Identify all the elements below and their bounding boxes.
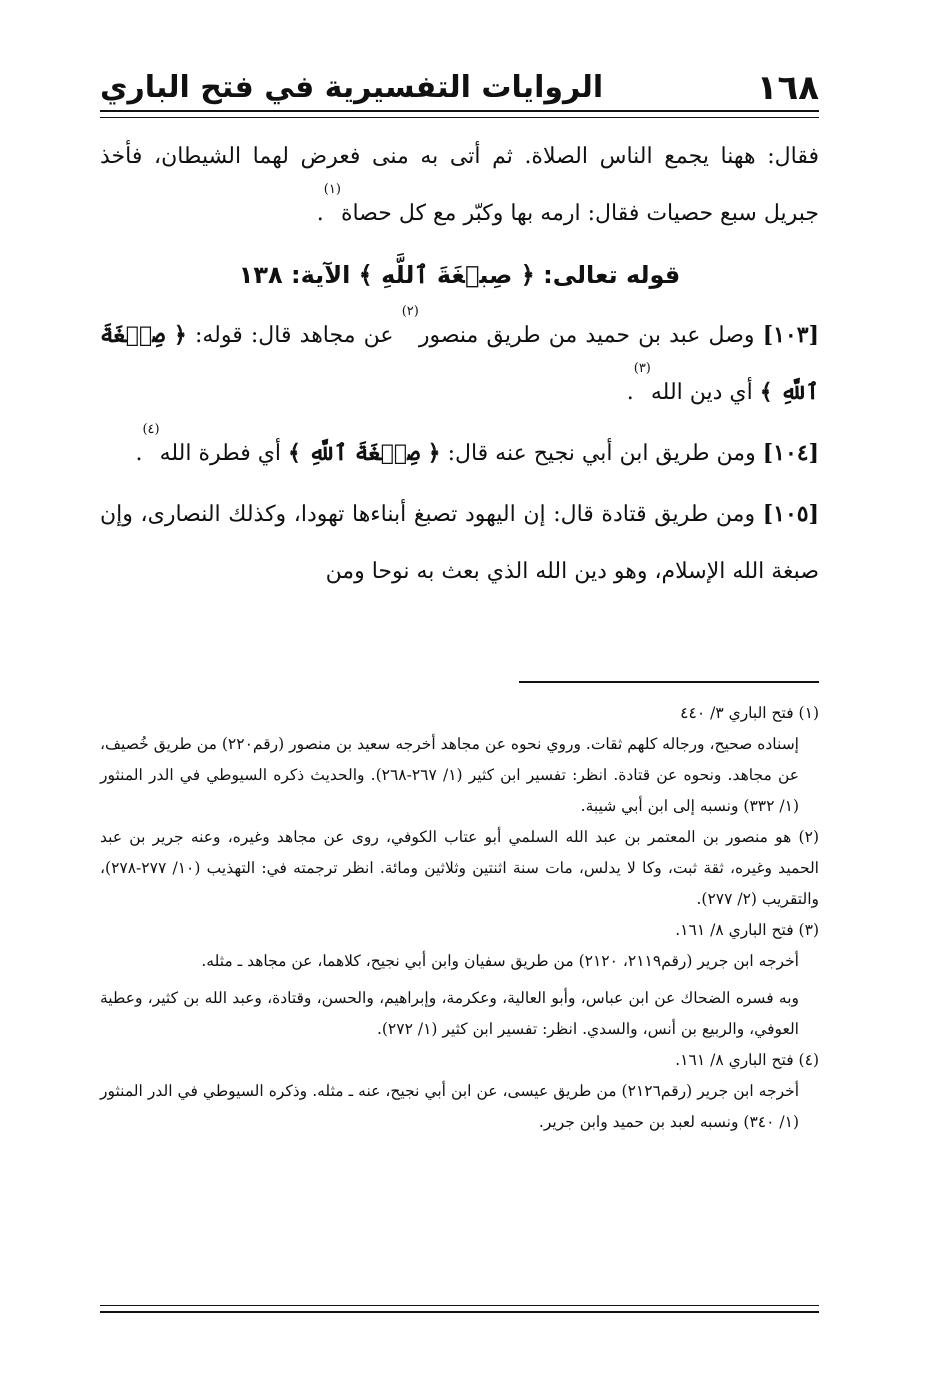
paragraph-continuation: فقال: ههنا يجمع الناس الصلاة. ثم أتى به منى فعرض لهما الشيطان، فأخذ جبريل سبع حصيات فقال: ارمه بها وكبّر مع كل حصاة$^{(١)}$. [100,144,819,226]
footnote-ref: (١) [323,182,341,197]
footnote-ref: (٣) [633,361,651,376]
footnote-line: (٣) فتح الباري ٨/ ١٦١. [675,921,819,939]
footnote-line: (١) فتح الباري ٣/ ٤٤٠ [680,704,819,722]
heading-suffix: الآية: ١٣٨ [238,261,351,289]
footnotes [100,698,819,1138]
footnote-line: إسناده صحيح، ورجاله كلهم ثقات. وروي نحوه عن مجاهد أخرجه سعيد بن منصور (رقم٢٢٠) من طريق خُصيف، عن مجاهد. ونحوه عن قتادة. انظر: تفسير ابن كثير (١/ ٢٦٧-٢٦٨). والحديث ذكره السيوطي في الدر المنثور (١/ ٣٣٢) ونسبه إلى ابن أبي شيبة. [100,735,799,815]
bottom-divider [100,1305,819,1313]
footnote-line: أخرجه ابن جرير (رقم٢١٢٦) من طريق عيسى، عن ابن أبي نجيح، عنه ـ مثله. وذكره السيوطي في الدر المنثور (١/ ٣٤٠) ونسبه لعبد بن حميد وابن جرير. [100,1082,800,1131]
running-title: الروايات التفسيرية في فتح الباري [100,70,604,105]
quran-verse: ﴿ صِبۡغَةَ ٱللَّهِ ﴾ [100,322,819,405]
header-divider [100,110,819,118]
main-text [100,128,819,603]
heading-prefix: قوله تعالى: [543,261,681,289]
footnote-line: أخرجه ابن جرير (رقم٢١١٩، ٢١٢٠) من طريق سفيان وابن أبي نجيح، كلاهما، عن مجاهد ـ مثله. [201,952,799,970]
narration-number: [١٠٣] [762,322,819,348]
narration-number: [١٠٥] [762,501,819,527]
narration-number: [١٠٤] [762,440,819,466]
quran-verse: ﴿ صِبۡغَةَ ٱللَّهِ ﴾ [358,261,535,289]
narration-103: [١٠٣] وصل عبد بن حميد من طريق منصور$^{(٢)}$ عن مجاهد قال: قوله: ﴿ صِبۡغَةَ ٱللَّهِ ﴾ أي دين الله$^{(٣)}$. [100,304,819,405]
quran-verse: ﴿ صِبۡغَةَ ٱللَّهِ ﴾ [288,440,441,466]
footnote-line: (٢) هو منصور بن المعتمر بن عبد الله السلمي أبو عتاب الكوفي، روى عن مجاهد وغيره، وعنه جرير بن عبد الحميد وغيره، ثقة ثبت، وكا لا يدلس، مات سنة اثنتين وثلاثين ومائة. انظر ترجمته في: التهذيب (١٠/ ٢٧٧-٢٧٨)، والتقريب (٢/ ٢٧٧). [100,828,819,908]
narration-105: [١٠٥] ومن طريق قتادة قال: إن اليهود تصبغ أبناءها تهودا، وكذلك النصارى، وإن صبغة الله الإسلام، وهو دين الله الذي بعث به نوحا ومن [100,501,819,584]
page-number: ١٦٨ [756,68,819,108]
narration-104: [١٠٤] ومن طريق ابن أبي نجيح عنه قال: ﴿ صِبۡغَةَ ٱللَّهِ ﴾ أي فطرة الله$^{(٤)}$. [135,422,819,466]
paragraph-text: فقال: ههنا يجمع الناس الصلاة. ثم أتى به منى فعرض لهما الشيطان، فأخذ جبريل سبع حصيات فقال: ارمه بها وكبّر مع كل حصاة [100,144,819,226]
page-header [100,60,819,108]
footnote-line: (٤) فتح الباري ٨/ ١٦١. [675,1051,819,1069]
footnote-ref: (٢) [401,304,419,319]
footnote-line: وبه فسره الضحاك عن ابن عباس، وأبو العالية، وعكرمة، وإبراهيم، والحسن، وقتادة، وعبد الله بن كثير، وعطية العوفي، والربيع بن أنس، والسدي. انظر: تفسير ابن كثير (١/ ٢٧٢). [100,989,799,1038]
footnote-ref: (٤) [142,422,160,437]
footnote-separator [519,681,819,683]
verse-heading [100,245,819,305]
